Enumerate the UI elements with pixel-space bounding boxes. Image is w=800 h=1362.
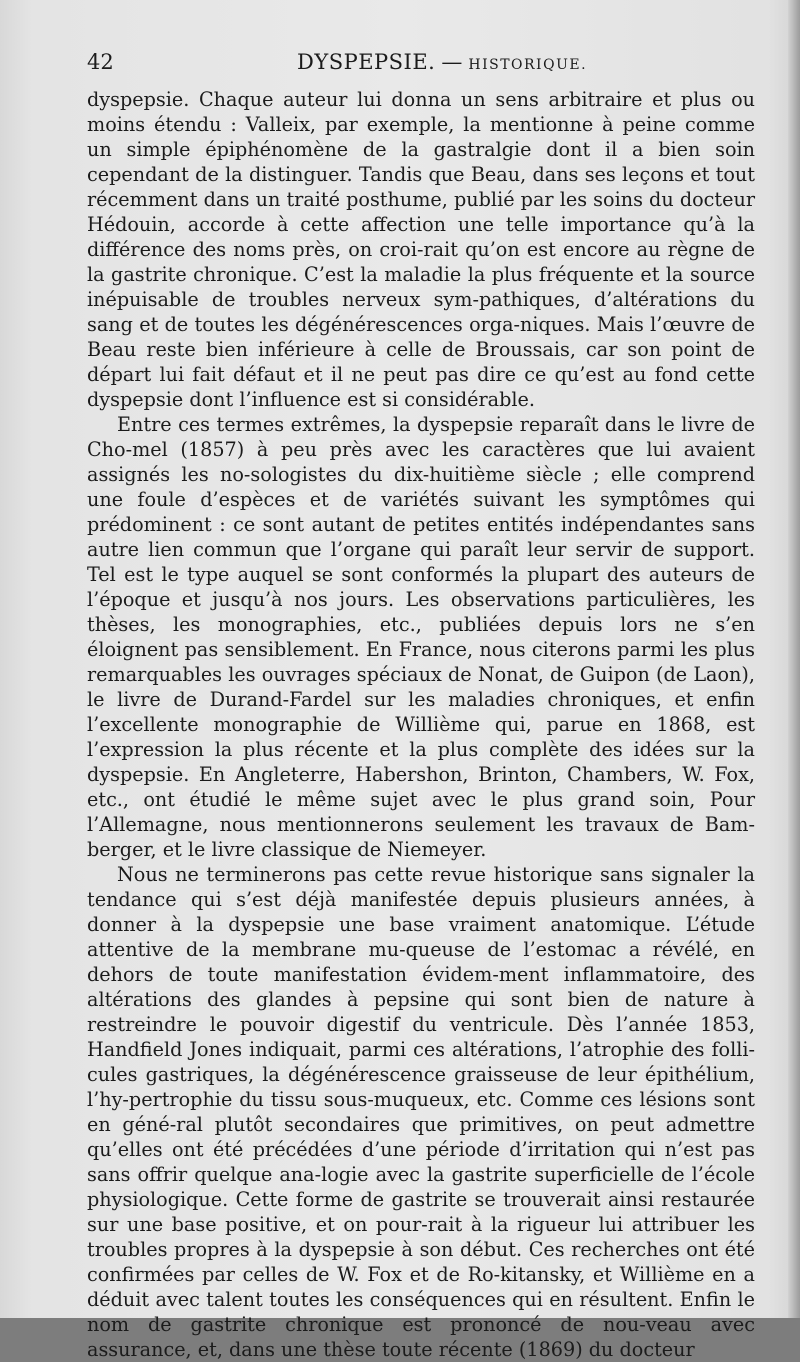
section-title: HISTORIQUE.	[468, 57, 588, 73]
page-number: 42	[87, 50, 114, 74]
page-spine-shadow	[788, 0, 800, 1318]
body-text	[87, 87, 755, 1362]
paragraph-chomel: Entre ces termes extrêmes, la dyspepsie reparaît dans le livre de Cho-mel (1857) à peu près avec les caractères que lui avaient assignés les no-sologistes du dix-huitième siècle ; elle comprend une foule d’espèces et de variétés suivant les symptômes qui prédominent : ce sont autant de petites entités indépendantes sans autre lien commun que l’organe qui paraît leur servir de support. Tel est le type auquel se sont conformés la plupart des auteurs de l’époque et jusqu’à nos jours. Les observations particulières, les thèses, les monographies, etc., publiées depuis lors ne s’en éloignent pas sensiblement. En France, nous citerons parmi les plus remarquables les ouvrages spéciaux de Nonat, de Guipon (de Laon), le livre de Durand-Fardel sur les maladies chroniques, et enfin l’excellente monographie de Willième qui, parue en 1868, est l’expression la plus récente et la plus complète des idées sur la dyspepsie. En Angleterre, Habershon, Brinton, Chambers, W. Fox, etc., ont étudié le même sujet avec le plus grand soin, Pour l’Allemagne, nous mentionnerons seulement les travaux de Bam-berger, et le livre classique de Niemeyer.	[87, 413, 755, 861]
paragraph-anatomique: Nous ne terminerons pas cette revue historique sans signaler la tendance qui s’est déjà manifestée depuis plusieurs années, à donner à la dyspepsie une base vraiment anatomique. L’étude attentive de la membrane mu-queuse de l’estomac a révélé, en dehors de toute manifestation évidem-ment inflammatoire, des altérations des glandes à pepsine qui sont bien de nature à restreindre le pouvoir digestif du ventricule. Dès l’année 1853, Handfield Jones indiquait, parmi ces altérations, l’atrophie des folli-cules gastriques, la dégénérescence graisseuse de leur épithélium, l’hy-pertrophie du tissu sous-muqueux, etc. Comme ces lésions sont en géné-ral plutôt secondaires que primitives, on peut admettre qu’elles ont été précédées d’une période d’irritation qui n’est pas sans offrir quelque ana-logie avec la gastrite superficielle de l’école physiologique. Cette forme de gastrite se trouverait ainsi restaurée sur une base positive, et on pour-rait à la rigueur lui attribuer les troubles propres à la dyspepsie à son début. Ces recherches ont été confirmées par celles de W. Fox et de Ro-kitansky, et Willième en a déduit avec talent toutes les conséquences qui en résultent. Enfin le nom de gastrite chronique est prononcé de nou-veau avec assurance, et, dans une thèse toute récente (1869) du docteur	[87, 863, 755, 1361]
title-separator: —	[441, 50, 463, 74]
chapter-title: DYSPEPSIE.	[297, 50, 436, 74]
running-head	[87, 47, 755, 77]
paragraph-continuation: dyspepsie. Chaque auteur lui donna un sens arbitraire et plus ou moins étendu : Valleix, par exemple, la mentionne à peine comme un simple épiphénomène de la gastralgie dont il a bien soin cependant de la distinguer. Tandis que Beau, dans ses leçons et tout récemment dans un traité posthume, publié par les soins du docteur Hédouin, accorde à cette affection une telle importance qu’à la différence des noms près, on croi-rait qu’on est encore au règne de la gastrite chronique. C’est la maladie la plus fréquente et la source inépuisable de troubles nerveux sym-pathiques, d’altérations du sang et de toutes les dégénérescences orga-niques. Mais l’œuvre de Beau reste bien inférieure à celle de Broussais, car son point de départ lui fait défaut et il ne peut pas dire ce qu’est au fond cette dyspepsie dont l’influence est si considérable.	[87, 88, 755, 411]
running-title	[297, 47, 587, 80]
